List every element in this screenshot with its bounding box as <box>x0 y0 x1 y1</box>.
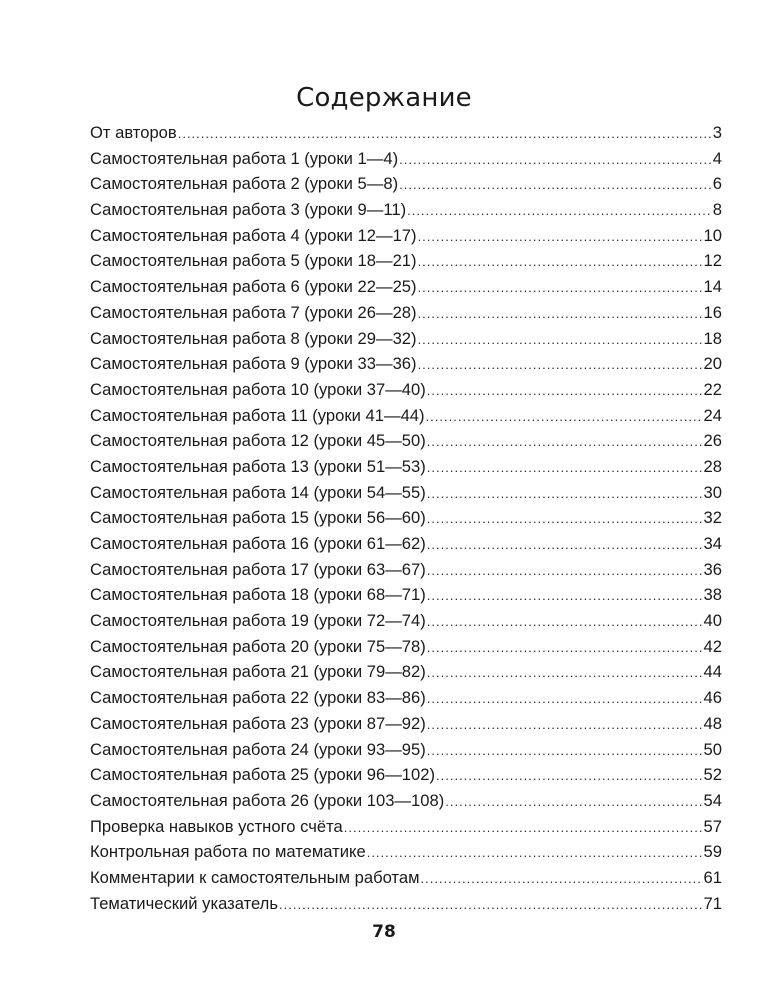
toc-entry <box>90 611 722 637</box>
toc-entry-page: 71 <box>703 893 722 913</box>
dot-leader <box>427 486 703 501</box>
toc-entry-label: Самостоятельная работа 20 (уроки 75—78) <box>90 636 426 656</box>
dot-leader <box>418 332 703 347</box>
toc-entry <box>90 251 722 277</box>
toc-entry <box>90 714 722 740</box>
toc-entry-label: Самостоятельная работа 13 (уроки 51—53) <box>90 456 426 476</box>
toc-entry <box>90 483 722 509</box>
toc-entry-label: Тематический указатель <box>90 893 279 913</box>
toc-entry <box>90 329 722 355</box>
toc-entry <box>90 765 722 791</box>
toc-entry-page: 32 <box>703 508 722 528</box>
toc-entry <box>90 354 722 380</box>
toc-entry <box>90 637 722 663</box>
dot-leader <box>427 434 703 449</box>
page-number: 78 <box>372 922 396 942</box>
toc-entry <box>90 868 722 894</box>
toc-entry-page: 42 <box>703 636 722 656</box>
dot-leader <box>418 254 703 269</box>
toc-entry-page: 28 <box>703 456 722 476</box>
dot-leader <box>427 537 703 552</box>
toc-entry-page: 20 <box>703 354 722 374</box>
toc-entry-label: Самостоятельная работа 23 (уроки 87—92) <box>90 713 426 733</box>
toc-entry <box>90 560 722 586</box>
toc-entry <box>90 817 722 843</box>
toc-entry-label: Самостоятельная работа 1 (уроки 1—4) <box>90 148 399 168</box>
toc-entry-label: Самостоятельная работа 24 (уроки 93—95) <box>90 739 426 759</box>
toc-entry <box>90 123 722 149</box>
toc-entry <box>90 585 722 611</box>
table-of-contents <box>90 123 722 919</box>
toc-entry-label: Самостоятельная работа 8 (уроки 29—32) <box>90 328 417 348</box>
dot-leader <box>427 511 703 526</box>
toc-entry-page: 50 <box>703 739 722 759</box>
page-title: Содержание <box>296 83 472 114</box>
toc-entry-page: 26 <box>703 431 722 451</box>
toc-entry <box>90 380 722 406</box>
toc-entry-label: Проверка навыков устного счёта <box>90 816 343 836</box>
toc-entry-label: Самостоятельная работа 3 (уроки 9—11) <box>90 200 407 220</box>
toc-entry-label: Самостоятельная работа 9 (уроки 33—36) <box>90 354 417 374</box>
toc-entry-page: 34 <box>703 534 722 553</box>
toc-entry <box>90 894 722 920</box>
toc-entry <box>90 174 722 200</box>
toc-entry-label: Самостоятельная работа 6 (уроки 22—25) <box>90 277 417 297</box>
toc-entry-page: 3 <box>712 123 722 142</box>
dot-leader <box>418 306 703 321</box>
toc-entry <box>90 842 722 868</box>
dot-leader <box>399 177 712 192</box>
toc-entry-label: От авторов <box>90 123 177 142</box>
dot-leader <box>178 126 712 141</box>
toc-entry-label: Самостоятельная работа 16 (уроки 61—62) <box>90 534 426 553</box>
toc-entry-page: 38 <box>703 585 722 605</box>
toc-entry-page: 48 <box>703 713 722 733</box>
toc-entry-label: Самостоятельная работа 21 (уроки 79—82) <box>90 662 426 682</box>
toc-entry <box>90 457 722 483</box>
dot-leader <box>367 845 703 860</box>
toc-entry <box>90 508 722 534</box>
toc-entry-page: 36 <box>703 559 722 579</box>
toc-entry-label: Самостоятельная работа 18 (уроки 68—71) <box>90 585 426 605</box>
dot-leader <box>426 409 703 424</box>
toc-entry-page: 16 <box>703 302 722 322</box>
toc-entry-label: Самостоятельная работа 10 (уроки 37—40) <box>90 379 426 399</box>
toc-entry-label: Самостоятельная работа 15 (уроки 56—60) <box>90 508 426 528</box>
toc-entry-label: Самостоятельная работа 12 (уроки 45—50) <box>90 431 426 451</box>
toc-entry <box>90 534 722 560</box>
toc-entry-page: 30 <box>703 482 722 502</box>
toc-entry <box>90 431 722 457</box>
toc-entry-page: 40 <box>703 611 722 631</box>
toc-entry-label: Самостоятельная работа 25 (уроки 96—102) <box>90 765 436 785</box>
toc-entry-label: Самостоятельная работа 22 (уроки 83—86) <box>90 688 426 708</box>
dot-leader <box>427 614 703 629</box>
toc-entry-page: 57 <box>703 816 722 836</box>
toc-entry-page: 46 <box>703 688 722 708</box>
dot-leader <box>436 768 703 783</box>
toc-entry <box>90 688 722 714</box>
dot-leader <box>445 794 702 809</box>
toc-entry-label: Самостоятельная работа 11 (уроки 41—44) <box>90 405 425 425</box>
toc-entry-label: Самостоятельная работа 14 (уроки 54—55) <box>90 482 426 502</box>
dot-leader <box>399 152 712 167</box>
toc-entry-label: Самостоятельная работа 5 (уроки 18—21) <box>90 251 417 271</box>
dot-leader <box>427 717 703 732</box>
toc-entry-label: Самостоятельная работа 2 (уроки 5—8) <box>90 174 399 194</box>
dot-leader <box>407 203 712 218</box>
dot-leader <box>427 743 703 758</box>
dot-leader <box>427 665 703 680</box>
dot-leader <box>420 871 702 886</box>
toc-entry-page: 24 <box>703 405 722 425</box>
toc-entry-page: 22 <box>703 379 722 399</box>
toc-entry-label: Контрольная работа по математике <box>90 842 366 862</box>
toc-entry-page: 4 <box>712 148 722 168</box>
toc-entry-page: 14 <box>703 277 722 297</box>
toc-entry-page: 18 <box>703 328 722 348</box>
toc-entry-label: Самостоятельная работа 19 (уроки 72—74) <box>90 611 426 631</box>
toc-entry <box>90 791 722 817</box>
toc-entry-label: Самостоятельная работа 7 (уроки 26—28) <box>90 302 417 322</box>
dot-leader <box>418 357 703 372</box>
toc-entry-label: Комментарии к самостоятельным работам <box>90 867 420 887</box>
dot-leader <box>427 640 703 655</box>
toc-entry-page: 52 <box>703 765 722 785</box>
toc-entry-label: Самостоятельная работа 17 (уроки 63—67) <box>90 559 426 579</box>
dot-leader <box>427 588 703 603</box>
toc-entry-page: 61 <box>703 867 722 887</box>
toc-entry <box>90 226 722 252</box>
dot-leader <box>427 563 703 578</box>
dot-leader <box>427 460 703 475</box>
toc-entry-page: 12 <box>703 251 722 271</box>
toc-entry <box>90 303 722 329</box>
toc-entry-page: 8 <box>712 200 722 220</box>
toc-entry <box>90 200 722 226</box>
toc-entry <box>90 406 722 432</box>
toc-entry-label: Самостоятельная работа 4 (уроки 12—17) <box>90 225 417 245</box>
dot-leader <box>279 897 703 912</box>
toc-entry <box>90 740 722 766</box>
dot-leader <box>418 280 703 295</box>
toc-entry-page: 54 <box>703 790 722 810</box>
dot-leader <box>418 229 703 244</box>
toc-entry <box>90 662 722 688</box>
toc-entry-page: 6 <box>712 174 722 194</box>
toc-entry-page: 59 <box>703 842 722 862</box>
dot-leader <box>427 691 703 706</box>
dot-leader <box>427 383 703 398</box>
toc-entry-page: 10 <box>703 225 722 245</box>
toc-entry-label: Самостоятельная работа 26 (уроки 103—108) <box>90 790 445 810</box>
toc-entry-page: 44 <box>703 662 722 682</box>
dot-leader <box>344 820 703 835</box>
toc-entry <box>90 277 722 303</box>
toc-entry <box>90 149 722 175</box>
